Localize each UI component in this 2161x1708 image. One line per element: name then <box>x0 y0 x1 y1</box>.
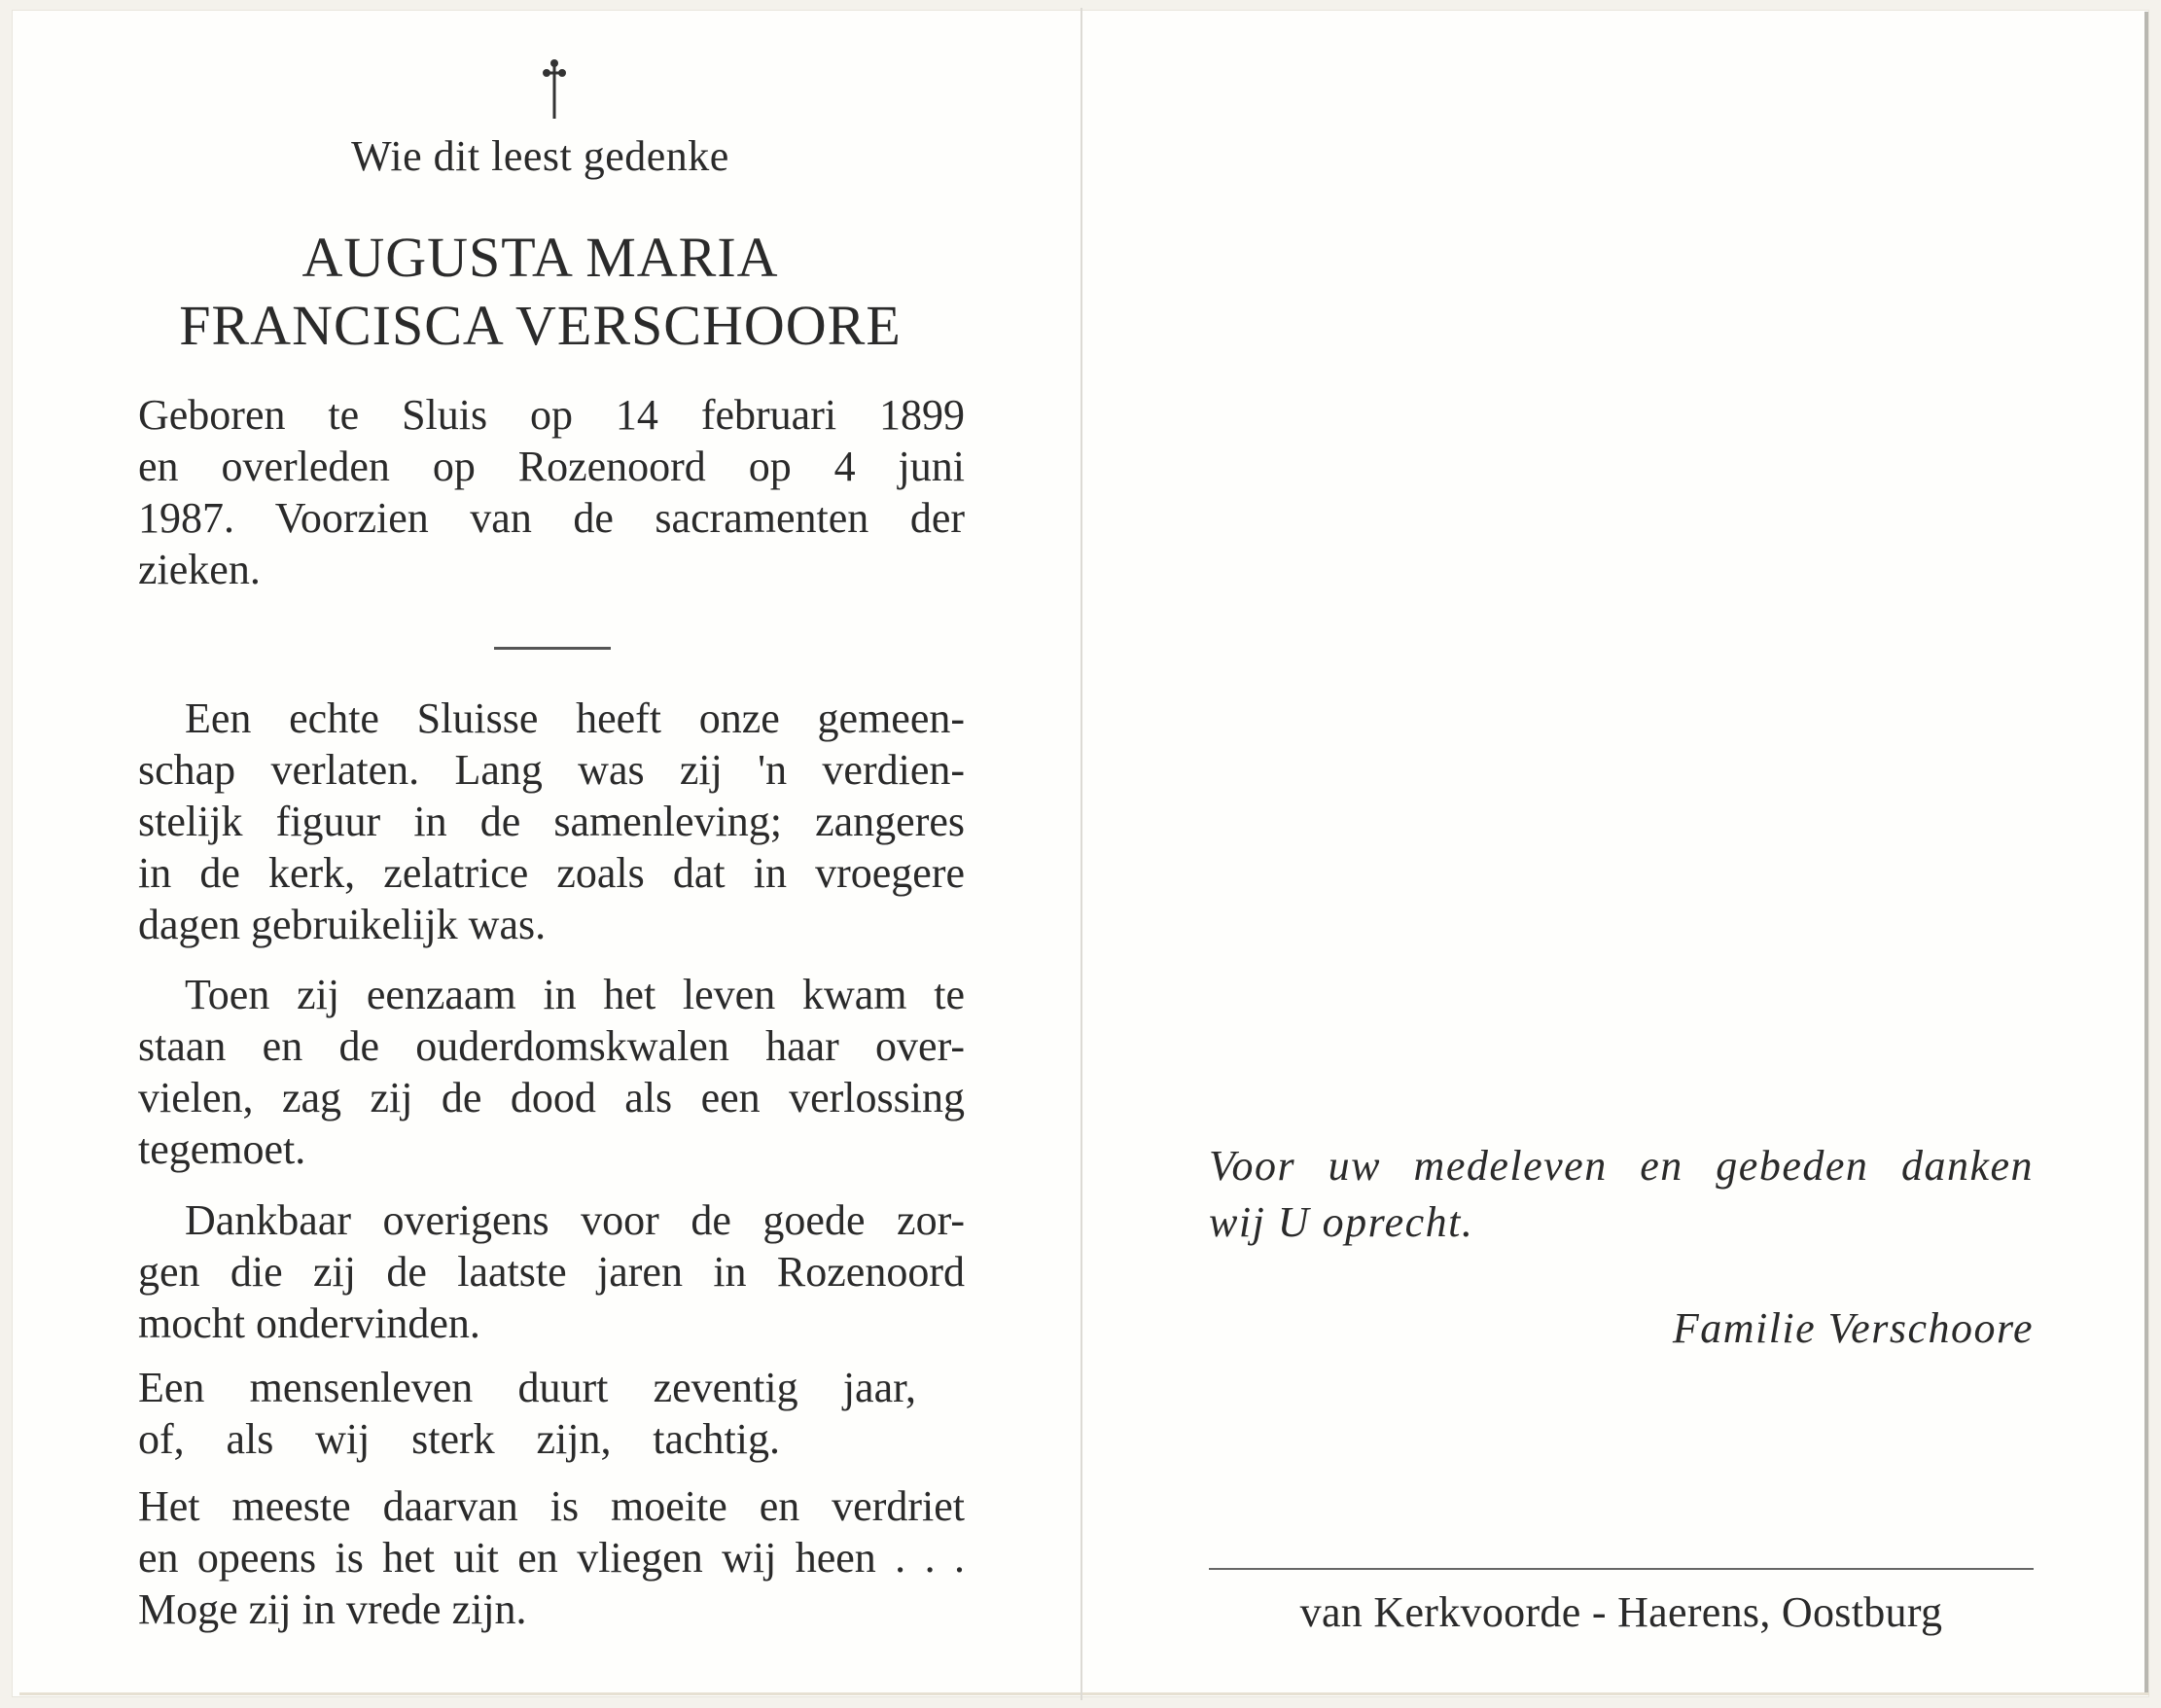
text-line: Geboren te Sluis op 14 februari 1899 <box>138 391 965 439</box>
text-line: gen die zij de laatste jaren in Rozenoord <box>138 1248 965 1296</box>
right-panel <box>1082 0 2161 1708</box>
deceased-name-line-2: FRANCISCA VERSCHOORE <box>179 294 902 357</box>
text-line: Een echte Sluisse heeft onze gemeen- <box>185 694 965 742</box>
text-line: schap verlaten. Lang was zij 'n verdien- <box>138 746 965 794</box>
invocation-text: Wie dit leest gedenke <box>351 132 729 180</box>
text-line: stelijk figuur in de samenleving; zangeres <box>138 798 965 845</box>
tribute-paragraph-2 <box>138 969 965 1175</box>
text-line: staan en de ouderdomskwalen haar over- <box>138 1022 965 1070</box>
text-line: vielen, zag zij de dood als een verlossing <box>138 1074 965 1121</box>
text-line: of, als wij sterk zijn, tachtig. <box>138 1415 780 1463</box>
separator-rule <box>494 647 611 650</box>
text-line: en overleden op Rozenoord op 4 juni <box>138 443 965 490</box>
text-line: Toen zij eenzaam in het leven kwam te <box>185 971 965 1018</box>
text-line: mocht ondervinden. <box>138 1299 480 1347</box>
text-line: Moge zij in vrede zijn. <box>138 1585 527 1633</box>
text-line: tegemoet. <box>138 1125 306 1173</box>
cross-icon <box>525 56 584 121</box>
printer-credit: van Kerkvoorde - Haerens, Oostburg <box>1299 1588 1943 1636</box>
text-line: dagen gebruikelijk was. <box>138 901 547 948</box>
text-line: Een mensenleven duurt zeventig jaar, <box>138 1364 916 1411</box>
deceased-name-line-1: AUGUSTA MARIA <box>301 226 779 289</box>
text-line: Het meeste daarvan is moeite en verdriet <box>138 1482 965 1530</box>
left-panel <box>0 0 1080 1708</box>
family-signature: Familie Verschoore <box>1672 1304 2034 1352</box>
psalm-verse-1 <box>138 1362 965 1465</box>
text-line: Voor uw medeleven en gebeden danken <box>1209 1142 2034 1190</box>
text-line: in de kerk, zelatrice zoals dat in vroegere <box>138 849 965 897</box>
text-line: 1987. Voorzien van de sacramenten der <box>138 494 965 542</box>
tribute-paragraph-1 <box>138 693 965 950</box>
text-line: wij U oprecht. <box>1209 1198 1474 1246</box>
text-line: en opeens is het uit en vliegen wij heen . . . <box>138 1534 965 1582</box>
footer-rule <box>1209 1568 2034 1570</box>
birth-death-paragraph <box>138 389 965 595</box>
text-line: Dankbaar overigens voor de goede zor- <box>185 1196 965 1244</box>
psalm-verse-2 <box>138 1480 965 1635</box>
thanks-message <box>1209 1138 2034 1251</box>
text-line: zieken. <box>138 546 261 593</box>
tribute-paragraph-3 <box>138 1194 965 1349</box>
